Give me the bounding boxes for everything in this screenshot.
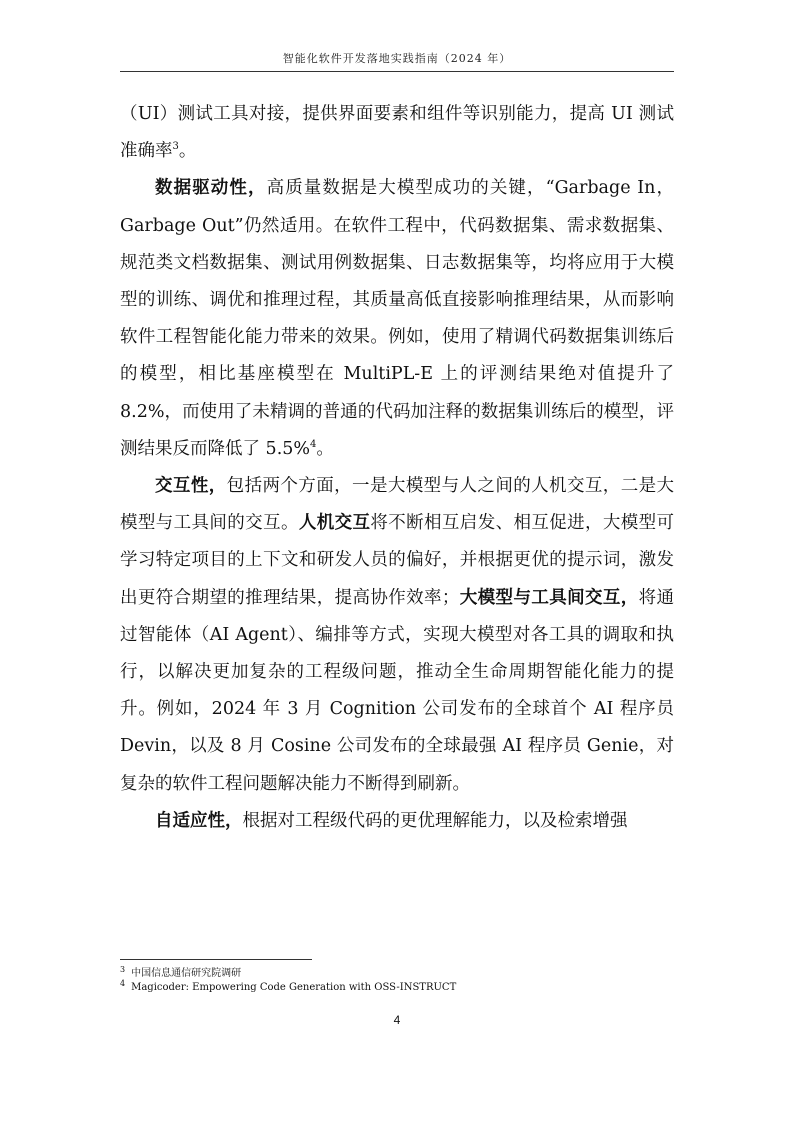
keyword-data-driven: 数据驱动性， [155,178,267,199]
paragraph-end: 。 [316,438,334,459]
footnote-number: 3 [120,965,126,974]
paragraph-end: 。 [178,141,197,162]
paragraph-text: 包括两个方面，一是大模型与人之间的人机交互，二是大模型与工具间的交互。 [120,476,675,534]
footnote-item [120,981,674,995]
paragraph-text: 根据对工程级代码的更优理解能力，以及检索增强 [242,810,628,831]
paragraph-text: （UI）测试工具对接，提供界面要素和组件等识别能力，提高 UI 测试准确率 [120,104,674,162]
header-rule [120,71,674,72]
running-header: 智能化软件开发落地实践指南（2024 年） [282,52,512,65]
footnote-ref-4[interactable]: 4 [310,438,317,450]
page-number: 4 [393,1013,401,1027]
keyword-model-tool: 大模型与工具间交互， [459,587,639,608]
paragraph-text: 高质量数据是大模型成功的关键，“Garbage In，Garbage Out”仍然适用。在软件工程中，代码数据集、需求数据集、规范类文档数据集、测试用例数据集、日志数据集等，均将应用于大模型的训练、调优和推理过程，其质量高低直接影响推理结果，从而影响软件工程智能化能力带来的效果。例如，使用了精调代码数据集训练后的模型，相比基座模型在 MultiPL-E 上的评测结果绝对值提升了 8.2%，而使用了未精调的普通的代码加注释的数据集训练后的模型，评测结果反而降低了 5.5% [120,178,674,459]
footnote-ref-3[interactable]: 3 [172,141,179,153]
footnote-item [120,967,674,981]
footnotes [120,967,674,995]
keyword-interactivity: 交互性， [155,476,227,497]
body-text [120,96,674,840]
paragraph-text: 将不断相互启发、相互促进，大模型可学习特定项目的上下文和研发人员的偏好，并根据更优的提示词，激发出更符合期望的推理结果，提高协作效率； [120,513,675,608]
paragraph-adaptivity [120,803,674,840]
footnote-number: 4 [120,979,126,988]
keyword-adaptivity: 自适应性， [155,810,243,831]
footnote-text: 中国信息通信研究院调研 [131,968,242,979]
paragraph-interactivity [120,468,674,803]
footnote-rule [120,959,312,960]
paragraph-ui-testing [120,96,674,170]
paragraph-text: 将通过智能体（AI Agent）、编排等方式，实现大模型对各工具的调取和执行，以解决更加复杂的工程级问题，推动全生命周期智能化能力的提升。例如，2024 年 3 月 Cognition 公司发布的全球首个 AI 程序员 Devin，以及 8 月 Cosine 公司发布的全球最强 AI 程序员 Genie，对复杂的软件工程问题解决能力不断得到刷新。 [120,587,675,794]
keyword-human-machine: 人机交互 [298,513,371,534]
footnote-text: Magicoder: Empowering Code Generation with OSS-INSTRUCT [131,982,457,993]
paragraph-data-driven [120,170,674,468]
